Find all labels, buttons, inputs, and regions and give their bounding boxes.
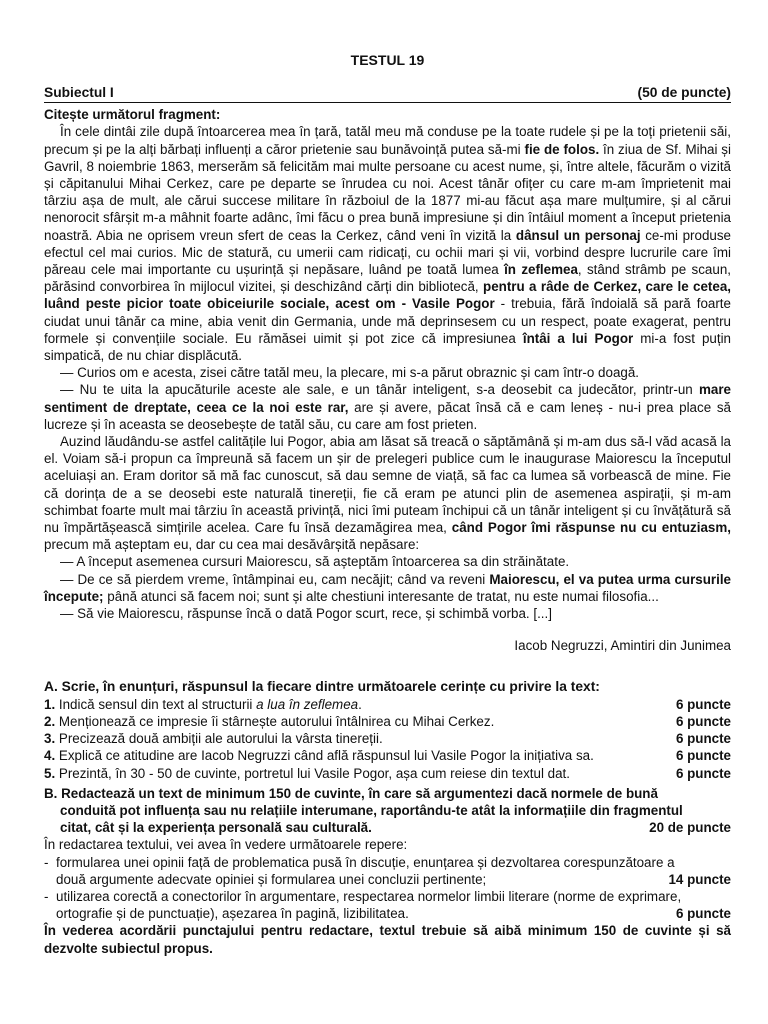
section-b-heading: B. Redactează un text de minimum 150 de cuvinte, în care să argumentezi dacă normele de bună conduită pot influența sau nu relațiile interumane, raportându-te atât la informațiile din fragmentul citat, cât și la experiența personală sau culturală. 20 de puncte bbox=[44, 785, 731, 836]
section-a-heading: A. Scrie, în enunțuri, răspunsul la fiecare dintre următoarele cerințe cu privire la text: bbox=[44, 678, 600, 694]
dialogue-line-5: — Să vie Maiorescu, răspunse încă o dată Pogor scurt, rece, și schimbă vorba. [...] bbox=[60, 606, 552, 622]
final-requirement: În vederea acordării punctajului pentru redactare, textul trebuie să aibă minimum 150 de cuvinte și să dezvolte subiectul propus. bbox=[44, 923, 731, 956]
question-item: 4. Explică ce atitudine are Iacob Negruzzi când află răspunsul lui Vasile Pogor la inițiativa sa. 6 puncte bbox=[44, 748, 731, 764]
question-points: 6 puncte bbox=[675, 696, 731, 712]
fragment-paragraph-1: În cele dintâi zile după întoarcerea mea în țară, tatăl meu mă conduse pe la toate rudele și pe la toți prietenii săi, precum și pe la alți bărbați influenți a căror prietenie sau bunăvoință putea să-mi fie de folos. în ziua de Sf. Mihai și Gavril, 8 noiembrie 1863, merserăm să felicităm mai multe persoane cu acest nume, și, între altele, făcurăm o vizită și căpitanului Mihai Cerkez, care pe departe se înrudea cu noi. Acest tânăr ofițer cu care m-am împrietenit mai târziu așa de mult, ale cărui succese militare în războiul de la 1877 mi-au făcut așa mare mulțumire, și al cărui nenorocit sfârșit m-a mâhnit foarte adânc, îmi făcu o prea bună impresiune și din întâiul moment a început prietenia noastră. Abia ne oprisem vreun sfert de ceas la Cerkez, când veni în vizită la dânsul un personaj ce-mi produse efectul cel mai curios. Mic de statură, cu umerii cam ridicați, cu ochii mari și vii, vorbind despre lucrurile care îmi păreau cele mai importante cu ușurință și nepăsare, luând pe toată lumea în zeflemea, stând strâmb pe scaun, părăsind convorbirea în mijlocul vizitei, și deschizând cărți din bibliotecă, pentru a râde de Cerkez, care le cetea, luând peste picior toate obiceiurile sociale, acest om - Vasile Pogor - trebuia, fără îndoială să pară foarte ciudat unui tânăr ca mine, abia venit din Germania, unde mă deprinsesem cu un respect, poate exagerat, pentru formele și convențiile sociale. Eu rămăsei uimit și pot zice că impresiunea întâi a lui Pogor mi-a fost puțin simpatică, de nu chiar displăcută. bbox=[44, 124, 732, 364]
criterion-item: - formularea unei opinii față de problematica pusă în discuție, enunțarea și dezvoltarea corespunzătoare a două argumente adecvate opiniei și formularea unei concluzii pertinente; 14 puncte bbox=[44, 854, 731, 887]
criterion-item: - utilizarea corectă a conectorilor în argumentare, respectarea normelor limbii literare (norme de exprimare, ortografie și de punctuație), așezarea în pagină, lizibilitatea. 6 puncte bbox=[44, 888, 731, 922]
criterion-points: 6 puncte bbox=[675, 906, 731, 922]
question-item: 2. Menționează ce impresie îi stârnește autorului întâlnirea cu Mihai Cerkez. 6 puncte bbox=[44, 713, 731, 729]
subject-points: (50 de puncte) bbox=[637, 85, 731, 100]
question-item: 3. Precizează două ambiții ale autorului la vârsta tinereții. 6 puncte bbox=[44, 731, 731, 747]
section-b-points: 20 de puncte bbox=[649, 820, 731, 836]
test-title: TESTUL 19 bbox=[350, 52, 425, 68]
question-item: 5. Prezintă, în 30 - 50 de cuvinte, portretul lui Vasile Pogor, așa cum reiese din textul dat. 6 puncte bbox=[44, 765, 731, 781]
subject-header bbox=[44, 84, 731, 103]
read-instruction: Citește următorul fragment: bbox=[44, 107, 221, 123]
dialogue-line-3: — A început asemenea cursuri Maiorescu, să așteptăm întoarcerea sa din străinătate. bbox=[60, 554, 570, 570]
criterion-points: 14 puncte bbox=[668, 871, 731, 887]
subject-label: Subiectul I bbox=[44, 85, 114, 100]
question-item: 1. Indică sensul din text al structurii a lua în zeflemea. 6 puncte bbox=[44, 696, 731, 712]
question-points: 6 puncte bbox=[675, 748, 731, 764]
criteria-intro: În redactarea textului, vei avea în vedere următoarele repere: bbox=[44, 837, 408, 853]
dialogue-line-4: — De ce să pierdem vreme, întâmpinai eu, cam necăjit; când va reveni Maiorescu, el va putea urma cursurile începute; până atunci să facem noi; sunt și alte chestiuni interesante de tratat, nu este numai filosofia... bbox=[44, 571, 732, 604]
question-points: 6 puncte bbox=[675, 713, 731, 729]
fragment-author: Iacob Negruzzi, Amintiri din Junimea bbox=[514, 638, 731, 654]
dialogue-line-1: — Curios om e acesta, zisei către tatăl meu, la plecare, mi s-a părut obraznic și cam într-o doagă. bbox=[60, 365, 640, 381]
dialogue-line-2: — Nu te uita la apucăturile aceste ale sale, e un tânăr inteligent, s-a deosebit ca judecător, printr-un mare sentiment de dreptate, ceea ce la noi este rar, are și avere, păcat însă că e cam leneș - nu-i prea place să lucreze și în aceasta se deosebește de tatăl său, cu care am fost prieten. bbox=[44, 382, 731, 432]
fragment-paragraph-2: Auzind lăudându-se astfel calitățile lui Pogor, abia am lăsat să treacă o săptămână și m-am dus să-l văd acasă la el. Voiam să-i propun ca împreună să facem un șir de prelegeri publice cum le inaugurase Maiorescu la începutul aceluiași an. Eram doritor să mă fac cunoscut, să dau semne de viață, să fac ca lumea să vorbească de mine. Fie că dorința de a se deosebi este naturală tinereții, fie că eram pe atunci plin de asemenea aspirații, și m-am schimbat foarte mult mai târziu în această privință, nici îmi puteam închipui că un tânăr inteligent și cu învățătură să nu împărtășească simțirile acelea. Care fu însă dezamăgirea mea, când Pogor îmi răspunse nu cu entuziasm, precum mă așteptam eu, dar cu cea mai desăvârșită nepăsare: bbox=[44, 434, 731, 553]
question-points: 6 puncte bbox=[675, 765, 731, 781]
question-points: 6 puncte bbox=[675, 731, 731, 747]
